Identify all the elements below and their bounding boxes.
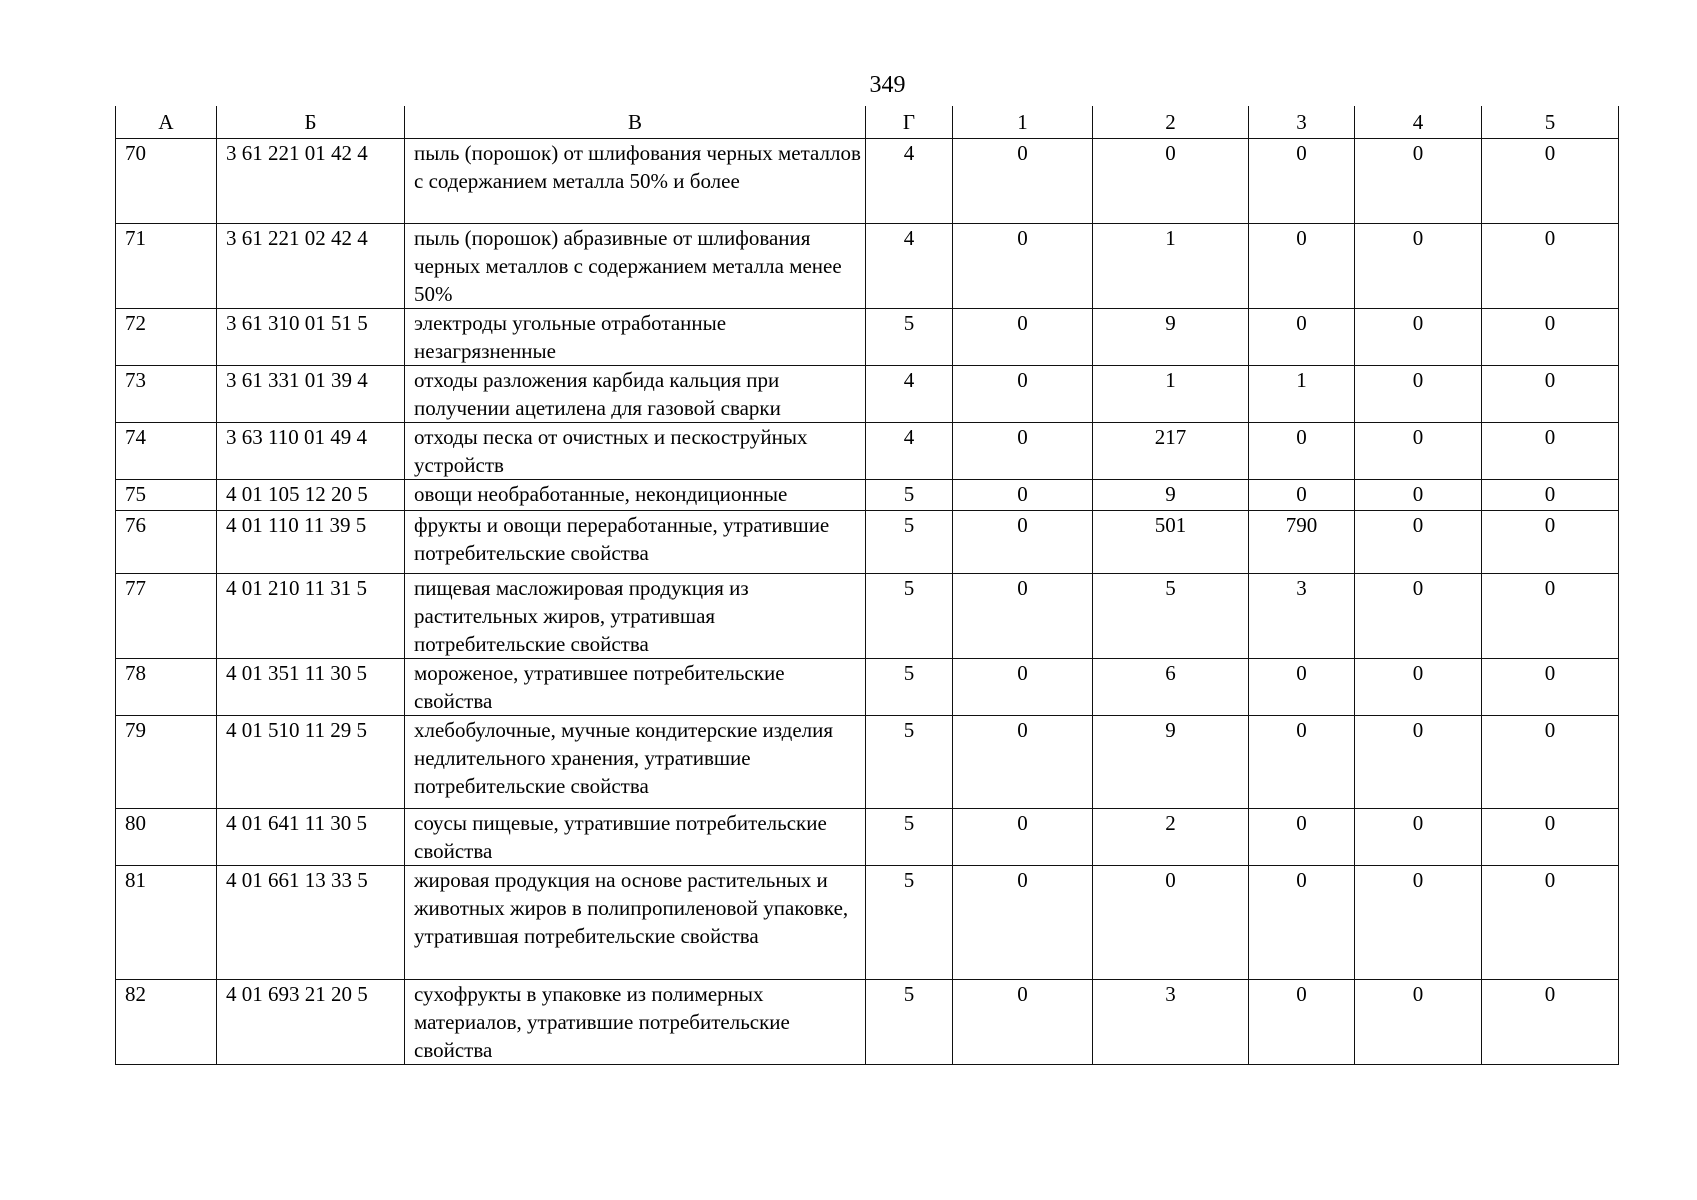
cell-value-3: 3 <box>1249 573 1355 658</box>
cell-description: отходы разложения карбида кальция при получении ацетилена для газовой сварки <box>405 365 866 422</box>
cell-row-number: 81 <box>116 865 217 979</box>
cell-code: 4 01 105 12 20 5 <box>217 479 405 510</box>
cell-value-4: 0 <box>1355 658 1482 715</box>
column-header-value-2: 2 <box>1093 106 1249 138</box>
cell-value-2: 1 <box>1093 365 1249 422</box>
cell-value-1: 0 <box>953 308 1093 365</box>
cell-row-number: 73 <box>116 365 217 422</box>
cell-description: пыль (порошок) абразивные от шлифования черных металлов с содержанием металла менее 50% <box>405 223 866 308</box>
cell-value-5: 0 <box>1482 865 1619 979</box>
cell-value-4: 0 <box>1355 715 1482 808</box>
cell-row-number: 72 <box>116 308 217 365</box>
cell-code: 4 01 661 13 33 5 <box>217 865 405 979</box>
cell-value-3: 0 <box>1249 223 1355 308</box>
cell-value-2: 0 <box>1093 138 1249 223</box>
column-header-value-5: 5 <box>1482 106 1619 138</box>
cell-value-2: 1 <box>1093 223 1249 308</box>
cell-value-1: 0 <box>953 510 1093 573</box>
cell-hazard-class: 4 <box>866 223 953 308</box>
cell-hazard-class: 5 <box>866 573 953 658</box>
cell-value-1: 0 <box>953 223 1093 308</box>
page-number: 349 <box>869 72 906 98</box>
cell-value-2: 501 <box>1093 510 1249 573</box>
cell-hazard-class: 5 <box>866 308 953 365</box>
cell-hazard-class: 4 <box>866 138 953 223</box>
table-row <box>116 510 1619 573</box>
cell-value-5: 0 <box>1482 573 1619 658</box>
cell-description: мороженое, утратившее потребительские свойства <box>405 658 866 715</box>
cell-value-1: 0 <box>953 138 1093 223</box>
cell-value-3: 790 <box>1249 510 1355 573</box>
column-header-value-3: 3 <box>1249 106 1355 138</box>
table-row <box>116 138 1619 223</box>
cell-value-1: 0 <box>953 573 1093 658</box>
cell-code: 4 01 210 11 31 5 <box>217 573 405 658</box>
column-header-hazard-class: Г <box>866 106 953 138</box>
column-header-value-1: 1 <box>953 106 1093 138</box>
cell-code: 3 61 221 01 42 4 <box>217 138 405 223</box>
cell-value-4: 0 <box>1355 308 1482 365</box>
cell-value-3: 0 <box>1249 308 1355 365</box>
table-row <box>116 422 1619 479</box>
cell-hazard-class: 5 <box>866 979 953 1064</box>
cell-value-5: 0 <box>1482 808 1619 865</box>
cell-value-4: 0 <box>1355 979 1482 1064</box>
cell-value-2: 3 <box>1093 979 1249 1064</box>
cell-hazard-class: 5 <box>866 510 953 573</box>
cell-row-number: 70 <box>116 138 217 223</box>
table-row <box>116 479 1619 510</box>
cell-code: 4 01 510 11 29 5 <box>217 715 405 808</box>
cell-value-5: 0 <box>1482 223 1619 308</box>
cell-value-5: 0 <box>1482 138 1619 223</box>
cell-value-5: 0 <box>1482 658 1619 715</box>
cell-hazard-class: 5 <box>866 715 953 808</box>
cell-value-4: 0 <box>1355 479 1482 510</box>
column-header-value-4: 4 <box>1355 106 1482 138</box>
column-header-code: Б <box>217 106 405 138</box>
cell-value-5: 0 <box>1482 979 1619 1064</box>
cell-value-4: 0 <box>1355 808 1482 865</box>
cell-hazard-class: 5 <box>866 808 953 865</box>
table-row <box>116 365 1619 422</box>
cell-value-1: 0 <box>953 422 1093 479</box>
table-row <box>116 865 1619 979</box>
cell-value-1: 0 <box>953 365 1093 422</box>
cell-row-number: 77 <box>116 573 217 658</box>
cell-description: жировая продукция на основе растительных и животных жиров в полипропиленовой упаковке, утратившая потребительские свойства <box>405 865 866 979</box>
cell-row-number: 74 <box>116 422 217 479</box>
cell-code: 4 01 351 11 30 5 <box>217 658 405 715</box>
cell-description: фрукты и овощи переработанные, утратившие потребительские свойства <box>405 510 866 573</box>
cell-value-2: 6 <box>1093 658 1249 715</box>
cell-hazard-class: 4 <box>866 365 953 422</box>
table-row <box>116 979 1619 1064</box>
cell-value-3: 0 <box>1249 422 1355 479</box>
cell-value-2: 217 <box>1093 422 1249 479</box>
table-row <box>116 715 1619 808</box>
cell-row-number: 80 <box>116 808 217 865</box>
cell-row-number: 75 <box>116 479 217 510</box>
cell-code: 3 61 221 02 42 4 <box>217 223 405 308</box>
cell-code: 3 61 310 01 51 5 <box>217 308 405 365</box>
cell-description: сухофрукты в упаковке из полимерных материалов, утратившие потребительские свойства <box>405 979 866 1064</box>
cell-value-4: 0 <box>1355 510 1482 573</box>
cell-value-5: 0 <box>1482 365 1619 422</box>
cell-row-number: 79 <box>116 715 217 808</box>
header-row <box>116 106 1619 138</box>
cell-value-3: 0 <box>1249 865 1355 979</box>
cell-value-4: 0 <box>1355 223 1482 308</box>
cell-row-number: 82 <box>116 979 217 1064</box>
cell-code: 4 01 641 11 30 5 <box>217 808 405 865</box>
cell-value-3: 1 <box>1249 365 1355 422</box>
cell-value-2: 2 <box>1093 808 1249 865</box>
cell-value-4: 0 <box>1355 422 1482 479</box>
table-row <box>116 808 1619 865</box>
cell-row-number: 76 <box>116 510 217 573</box>
cell-value-1: 0 <box>953 865 1093 979</box>
column-header-row-number: А <box>116 106 217 138</box>
cell-value-3: 0 <box>1249 979 1355 1064</box>
table-row <box>116 573 1619 658</box>
table-row <box>116 658 1619 715</box>
cell-description: овощи необработанные, некондиционные <box>405 479 866 510</box>
cell-value-3: 0 <box>1249 658 1355 715</box>
cell-value-5: 0 <box>1482 510 1619 573</box>
cell-hazard-class: 5 <box>866 658 953 715</box>
cell-value-1: 0 <box>953 479 1093 510</box>
cell-value-2: 9 <box>1093 479 1249 510</box>
table-row <box>116 223 1619 308</box>
cell-code: 4 01 110 11 39 5 <box>217 510 405 573</box>
cell-description: пыль (порошок) от шлифования черных металлов с содержанием металла 50% и более <box>405 138 866 223</box>
column-header-description: В <box>405 106 866 138</box>
waste-table <box>115 106 1619 1065</box>
cell-value-3: 0 <box>1249 808 1355 865</box>
cell-value-5: 0 <box>1482 715 1619 808</box>
cell-value-1: 0 <box>953 979 1093 1064</box>
cell-description: соусы пищевые, утратившие потребительские свойства <box>405 808 866 865</box>
cell-value-1: 0 <box>953 658 1093 715</box>
cell-value-4: 0 <box>1355 865 1482 979</box>
cell-value-1: 0 <box>953 808 1093 865</box>
cell-value-5: 0 <box>1482 308 1619 365</box>
cell-value-2: 9 <box>1093 715 1249 808</box>
cell-value-3: 0 <box>1249 479 1355 510</box>
cell-code: 3 61 331 01 39 4 <box>217 365 405 422</box>
cell-code: 3 63 110 01 49 4 <box>217 422 405 479</box>
cell-value-2: 0 <box>1093 865 1249 979</box>
cell-description: электроды угольные отработанные незагрязненные <box>405 308 866 365</box>
cell-value-5: 0 <box>1482 422 1619 479</box>
cell-hazard-class: 4 <box>866 422 953 479</box>
cell-value-3: 0 <box>1249 138 1355 223</box>
cell-value-2: 5 <box>1093 573 1249 658</box>
cell-row-number: 78 <box>116 658 217 715</box>
cell-row-number: 71 <box>116 223 217 308</box>
cell-value-4: 0 <box>1355 365 1482 422</box>
cell-value-5: 0 <box>1482 479 1619 510</box>
cell-value-2: 9 <box>1093 308 1249 365</box>
cell-code: 4 01 693 21 20 5 <box>217 979 405 1064</box>
cell-hazard-class: 5 <box>866 479 953 510</box>
cell-description: отходы песка от очистных и пескоструйных устройств <box>405 422 866 479</box>
cell-value-4: 0 <box>1355 573 1482 658</box>
cell-value-4: 0 <box>1355 138 1482 223</box>
table-row <box>116 308 1619 365</box>
cell-hazard-class: 5 <box>866 865 953 979</box>
cell-description: хлебобулочные, мучные кондитерские изделия недлительного хранения, утратившие потребительские свойства <box>405 715 866 808</box>
cell-value-1: 0 <box>953 715 1093 808</box>
cell-value-3: 0 <box>1249 715 1355 808</box>
cell-description: пищевая масложировая продукция из растительных жиров, утратившая потребительские свойства <box>405 573 866 658</box>
